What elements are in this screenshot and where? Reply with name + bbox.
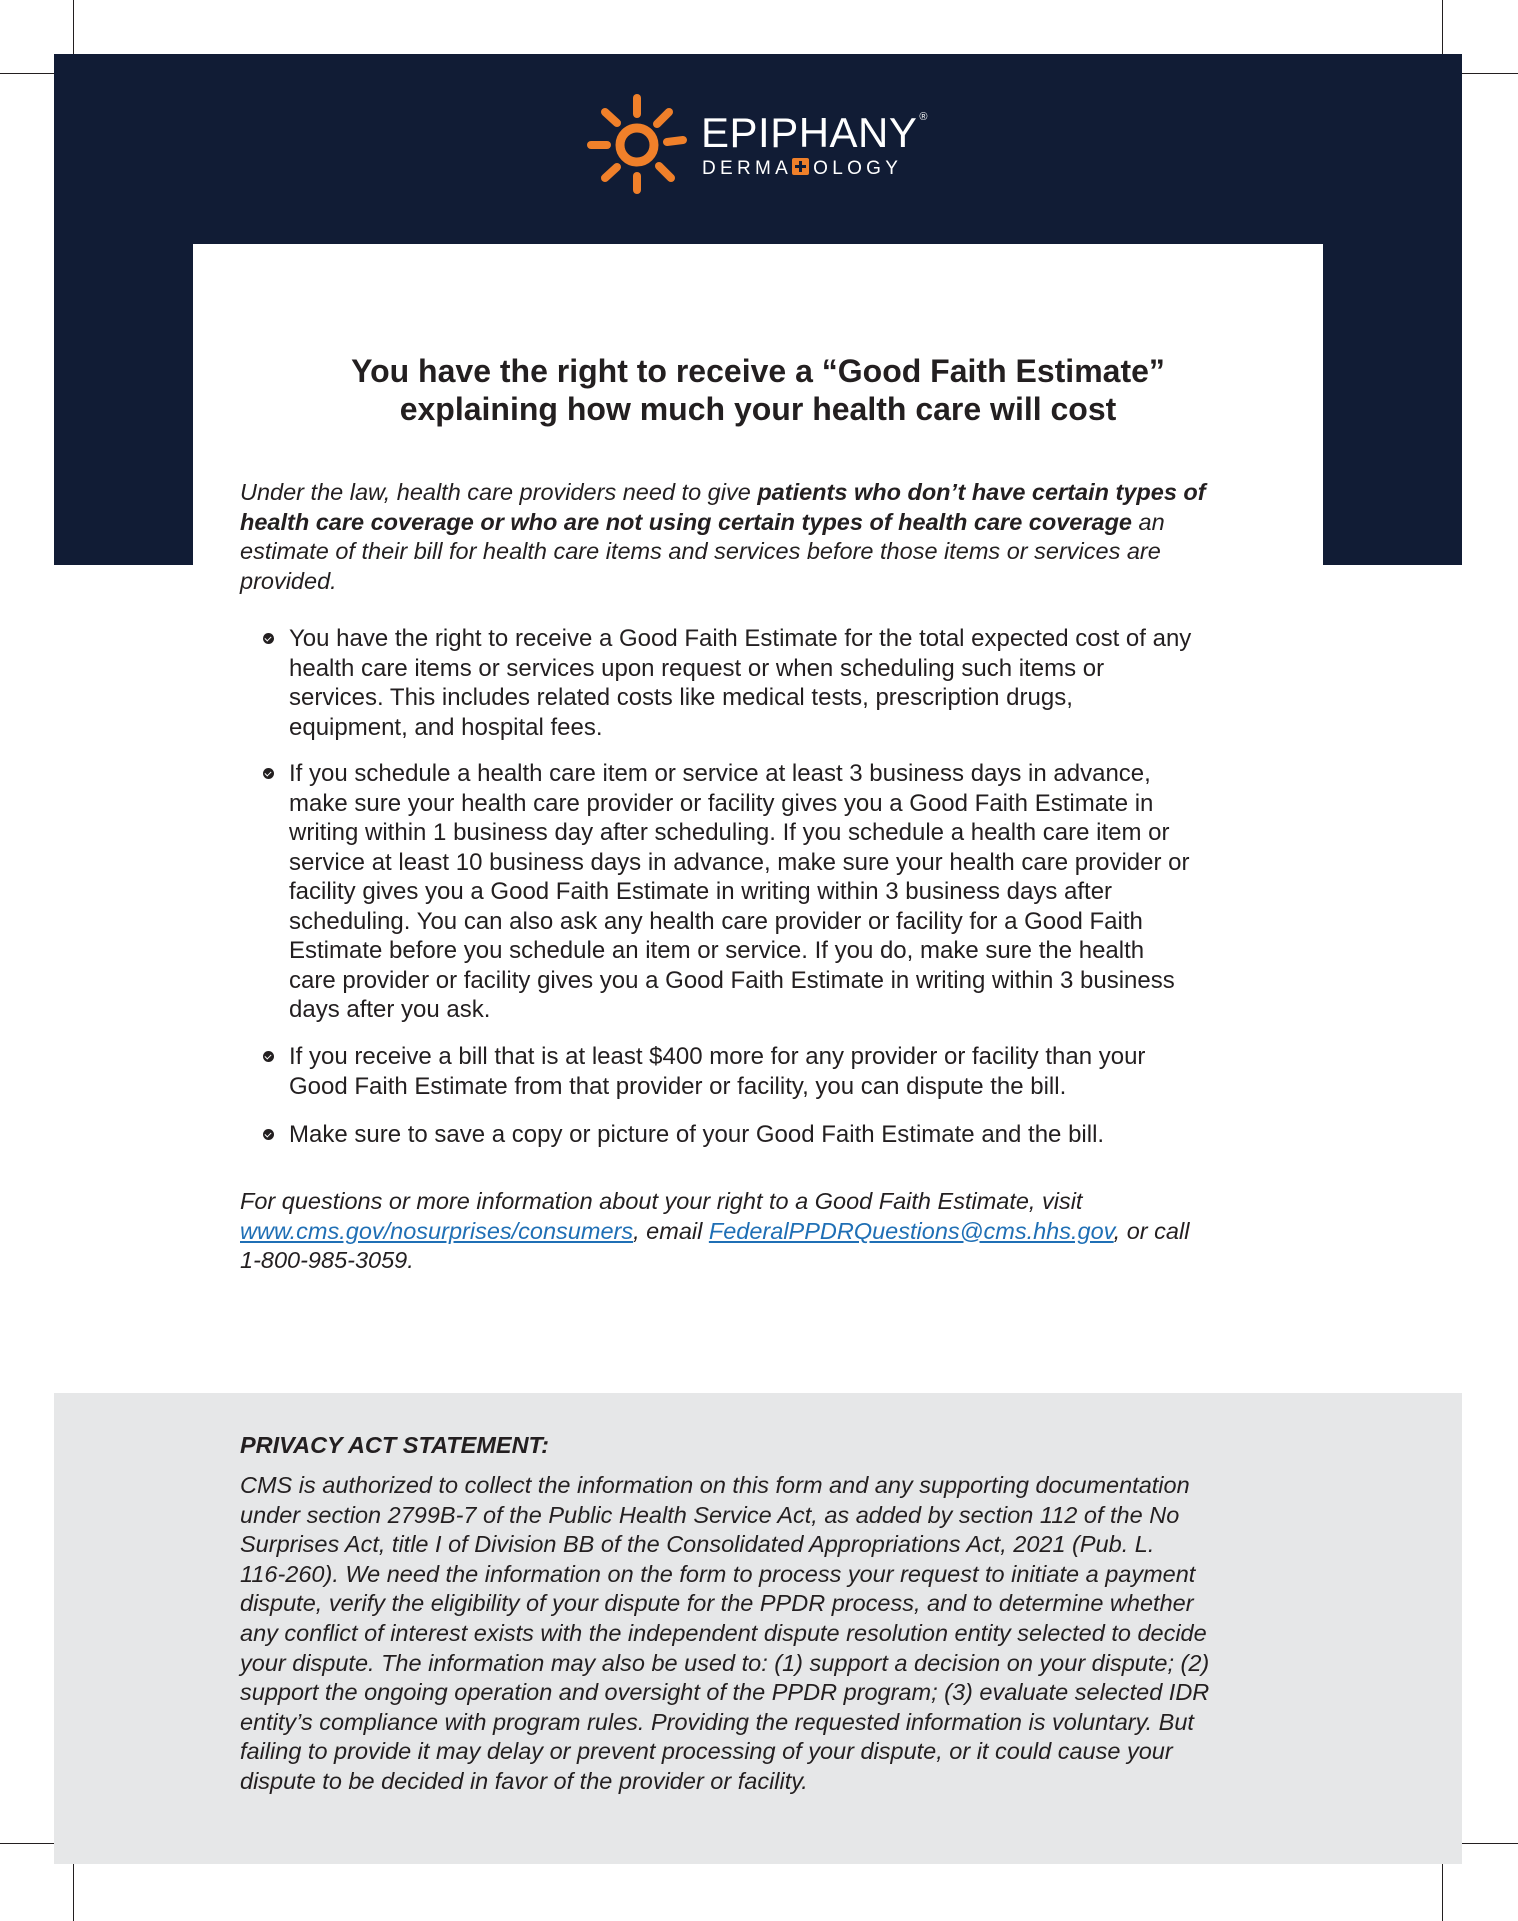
list-item-text: care provider or facility gives you a Good Faith Estimate in writing within 3 business xyxy=(289,966,1175,994)
contact-text: For questions or more information about your right to a Good Faith Estimate, visit xyxy=(240,1188,1083,1214)
list-item-text: service at least 10 business days in advance, make sure your health care provider or xyxy=(289,848,1190,876)
list-item-text: health care items or services upon request or when scheduling such items or xyxy=(289,654,1105,682)
check-bullet-icon xyxy=(263,1051,274,1062)
intro-paragraph xyxy=(240,478,1206,596)
privacy-line: your dispute. The information may also be used to: (1) support a decision on your dispute; (2) xyxy=(240,1649,1210,1676)
list-item-text: equipment, and hospital fees. xyxy=(289,713,603,741)
logo-brand: EPIPHANY xyxy=(701,109,918,156)
privacy-line: failing to provide it may delay or prevent processing of your dispute, or it could cause your xyxy=(240,1738,1173,1765)
intro-text: provided. xyxy=(240,567,337,594)
title-line: You have the right to receive a “Good Faith Estimate” xyxy=(351,353,1165,389)
logo-sub-left: DERMA xyxy=(702,158,793,179)
logo-heading xyxy=(701,109,928,156)
privacy-heading: PRIVACY ACT STATEMENT: xyxy=(240,1432,549,1458)
title-line: explaining how much your health care will cost xyxy=(399,391,1117,427)
privacy-line: dispute, verify the eligibility of your dispute for the PPDR process, and to determine whether xyxy=(240,1590,1194,1617)
intro-text: estimate of their bill for health care items and services before those items or services are xyxy=(240,538,1161,564)
list-item-text: services. This includes related costs like medical tests, prescription drugs, xyxy=(289,684,1073,711)
intro-text: Under the law, health care providers need to give xyxy=(240,479,758,505)
list-item xyxy=(289,759,1189,1025)
crop-mark xyxy=(1442,1860,1443,1921)
list-item xyxy=(289,624,1191,742)
list-item-text: writing within 1 business day after scheduling. If you schedule a health care item or xyxy=(289,819,1170,846)
privacy-line: 116-260). We need the information on the form to process your request to initiate a payment xyxy=(240,1560,1196,1587)
epiphany-logo xyxy=(585,90,965,200)
list-item-text: Good Faith Estimate from that provider or facility, you can dispute the bill. xyxy=(289,1072,1067,1100)
registered-mark: ® xyxy=(919,111,928,123)
list-item xyxy=(289,1042,1145,1101)
list-item-text: Make sure to save a copy or picture of your Good Faith Estimate and the bill. xyxy=(289,1121,1105,1148)
list-item-text: Estimate before you schedule an item or service. If you do, make sure the health xyxy=(289,937,1145,964)
privacy-line: any conflict of interest exists with the independent dispute resolution entity selected to decide xyxy=(240,1619,1207,1646)
intro-emphasis: health care coverage or who are not using certain types of health care coverage xyxy=(240,508,1133,535)
list-item-text: scheduling. You can also ask any health care provider or facility for a Good Faith xyxy=(289,907,1143,935)
privacy-line: dispute to be decided in favor of the provider or facility. xyxy=(240,1767,808,1794)
crop-mark xyxy=(0,73,57,74)
list-item xyxy=(289,1120,1104,1150)
check-bullet-icon xyxy=(263,768,274,779)
privacy-line: under section 2799B-7 of the Public Health Service Act, as added by section 112 of the No xyxy=(240,1501,1180,1528)
check-bullet-icon xyxy=(263,1129,274,1140)
email-link[interactable]: FederalPPDRQuestions@cms.hhs.gov xyxy=(708,1217,1114,1244)
crop-mark xyxy=(1442,0,1443,57)
privacy-line: entity’s compliance with program rules. Providing the requested information is voluntary. But xyxy=(240,1708,1194,1735)
crop-mark xyxy=(73,1860,74,1921)
phone-number: 1-800-985-3059. xyxy=(240,1247,414,1273)
check-bullet-icon xyxy=(263,633,274,644)
intro-text: an xyxy=(1132,508,1165,535)
logo-sub-right: OLOGY xyxy=(813,158,903,179)
privacy-line: support the ongoing operation and oversight of the PPDR program; (3) evaluate selected IDR xyxy=(240,1679,1210,1706)
contact-text: , email xyxy=(633,1217,709,1244)
plus-icon xyxy=(792,158,809,175)
list-item-text: If you schedule a health care item or service at least 3 business days in advance, xyxy=(289,760,1151,787)
logo-subtitle xyxy=(702,158,902,178)
list-item-text: If you receive a bill that is at least $400 more for any provider or facility than your xyxy=(289,1043,1146,1070)
crop-mark xyxy=(1462,1843,1518,1844)
contact-text: , or call xyxy=(1113,1217,1190,1244)
crop-mark xyxy=(73,0,74,57)
page-title xyxy=(193,352,1323,428)
privacy-line: Surprises Act, title I of Division BB of the Consolidated Appropriations Act, 2021 (Pub. L. xyxy=(240,1531,1155,1558)
contact-paragraph xyxy=(240,1187,1189,1276)
intro-emphasis: patients who don’t have certain types of xyxy=(757,479,1206,505)
list-item-text: You have the right to receive a Good Faith Estimate for the total expected cost of any xyxy=(289,625,1192,652)
privacy-line: CMS is authorized to collect the information on this form and any supporting documentation xyxy=(240,1472,1190,1498)
cms-website-link[interactable]: www.cms.gov/nosurprises/consumers xyxy=(240,1217,634,1244)
sun-icon xyxy=(585,90,695,200)
list-item-text: facility gives you a Good Faith Estimate in writing within 3 business days after xyxy=(289,878,1113,905)
list-item-text: days after you ask. xyxy=(289,996,491,1023)
crop-mark xyxy=(0,1843,57,1844)
privacy-body xyxy=(240,1471,1209,1797)
crop-mark xyxy=(1462,73,1518,74)
list-item-text: make sure your health care provider or facility gives you a Good Faith Estimate in xyxy=(289,789,1154,817)
